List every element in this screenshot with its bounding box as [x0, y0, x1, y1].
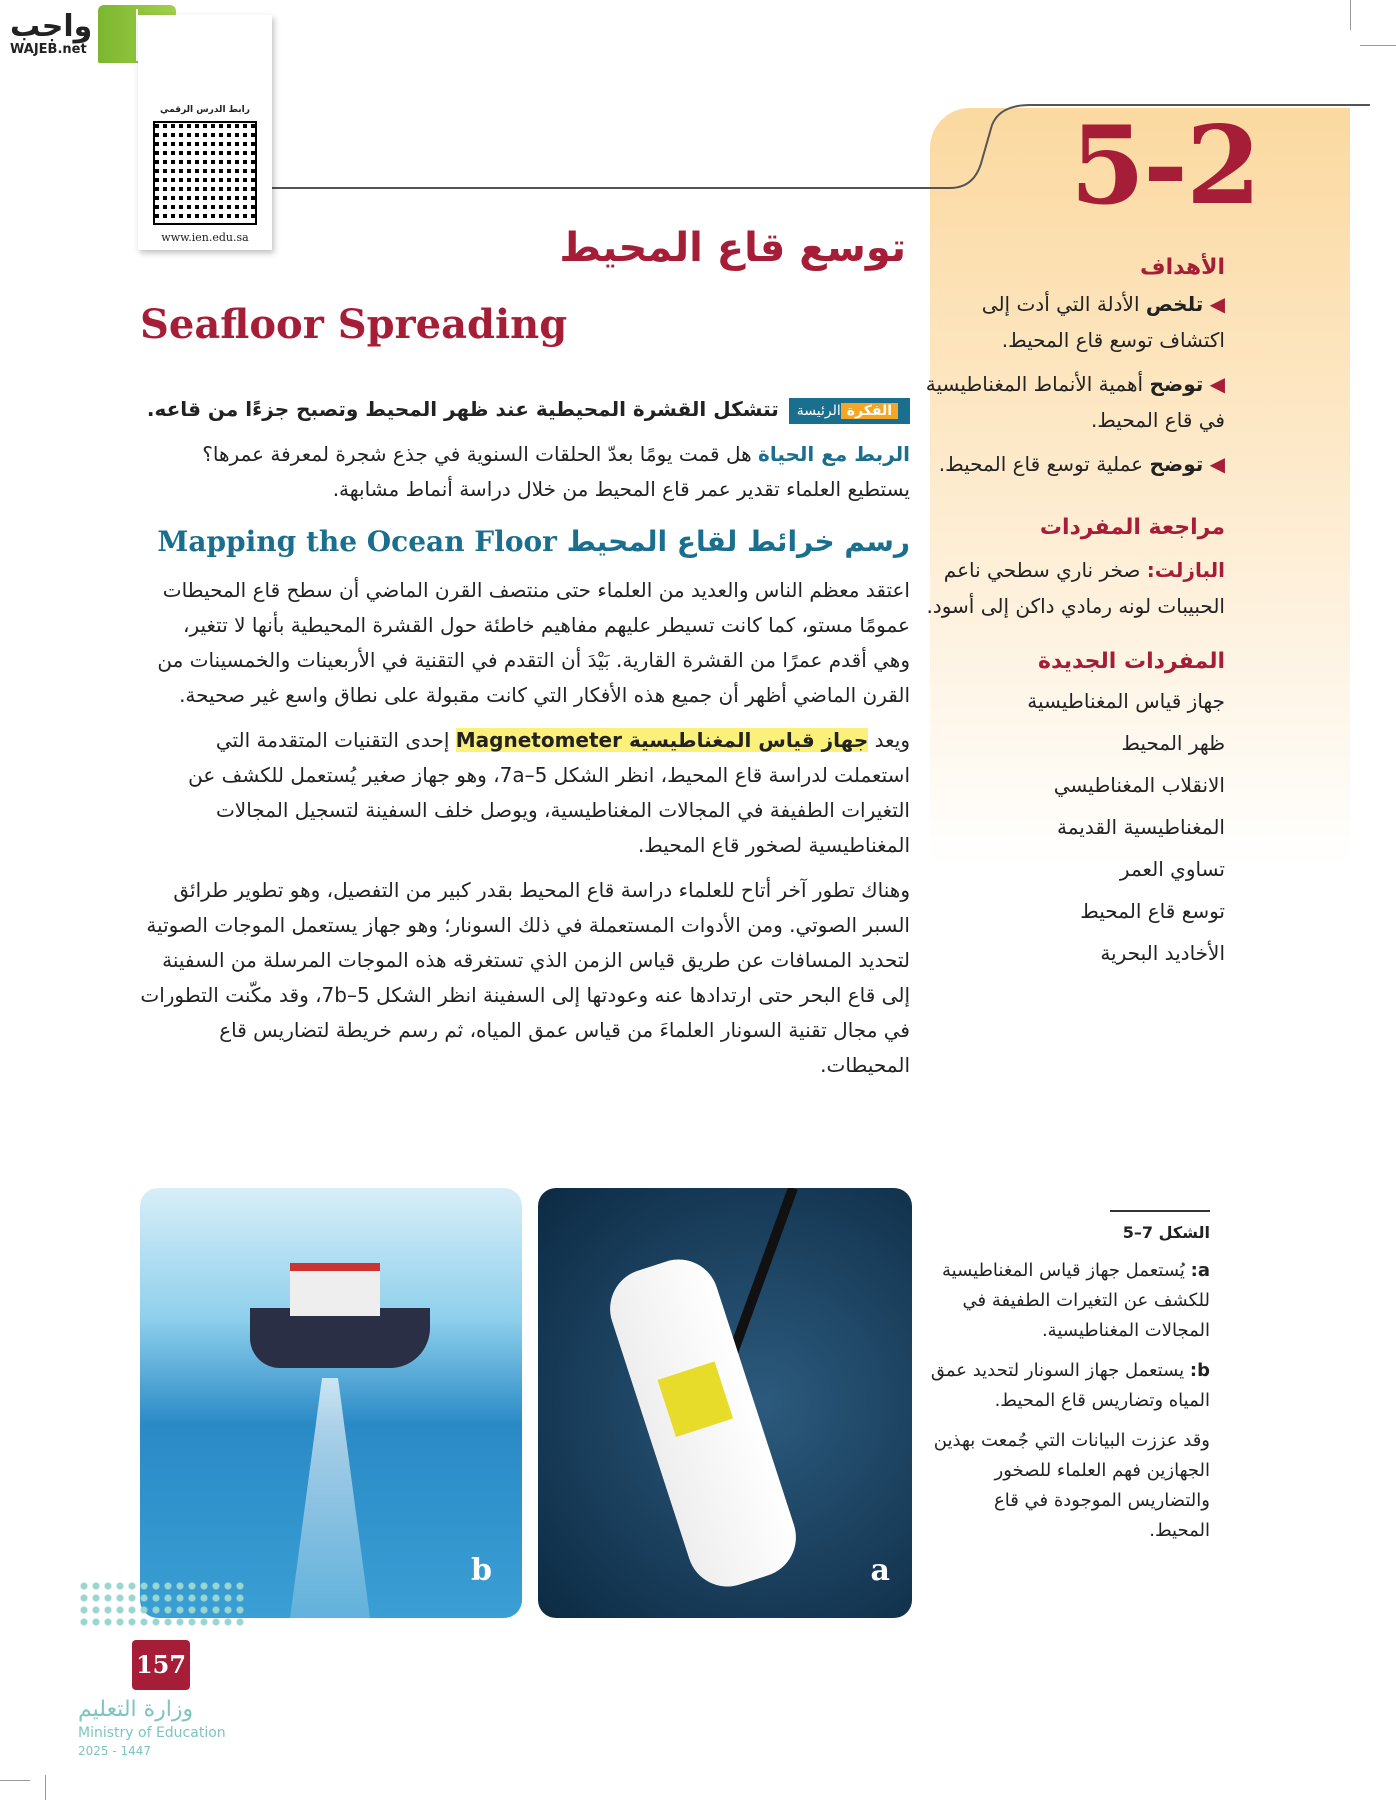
crop-mark	[1360, 45, 1396, 46]
crop-mark	[1350, 0, 1351, 30]
objective-item: ◀ تلخص الأدلة التي أدت إلى اكتشاف توسع قاع المحيط.	[981, 292, 1225, 352]
main-idea-tag: الفكرةالرئيسة	[789, 398, 910, 424]
paragraph-2: ويعد جهاز قياس المغناطيسية Magnetometer إحدى التقنيات المتقدمة التي استعملت لدراسة قاع المحيط، انظر الشكل 7a–5، وهو جهاز صغير يُستعمل للكشف عن التغيرات الطفيفة في المجالات المغناطيسية، ويوصل خلف السفينة لتسجيل المجالات المغناطيسية لصخور قاع المحيط.	[188, 728, 910, 857]
main-idea	[140, 392, 910, 427]
caption-b: b: يستعمل جهاز السونار لتحديد عمق المياه وتضاريس قاع المحيط.	[930, 1360, 1210, 1411]
real-world-text: هل قمت يومًا بعدّ الحلقات السنوية في جذع شجرة لمعرفة عمرها؟ يستطيع العلماء تقدير عمر قاع المحيط من خلال دراسة أنماط مشابهة.	[202, 442, 910, 501]
figure-caption	[930, 1210, 1210, 1546]
qr-code-icon[interactable]	[153, 121, 257, 225]
main-idea-text: تتشكل القشرة المحيطية عند ظهر المحيط وتصبح جزءًا من قاعه.	[146, 397, 779, 421]
sidebar	[925, 250, 1225, 974]
vocab-item: الأخاديد البحرية	[1100, 941, 1225, 965]
main-column	[140, 392, 910, 1093]
ministry-logo	[78, 1696, 278, 1760]
caption-a: a: يُستعمل جهاز قياس المغناطيسية للكشف عن التغيرات الطفيفة في المجالات المغناطيسية.	[942, 1260, 1210, 1341]
figure-image-sonar	[140, 1188, 522, 1618]
qr-card[interactable]	[138, 15, 272, 250]
vocab-item: توسع قاع المحيط	[1080, 899, 1225, 923]
title-english: Seafloor Spreading	[140, 301, 568, 348]
caption-note: وقد عززت البيانات التي جُمعت بهذين الجهازين فهم العلماء للصخور والتضاريس الموجودة في قاع المحيط.	[933, 1430, 1210, 1541]
new-vocab-title: المفردات الجديدة	[1038, 649, 1225, 674]
ministry-english: Ministry of Education	[78, 1725, 226, 1741]
caption-divider	[1110, 1210, 1210, 1212]
logo-latin: WAJEB.net	[10, 41, 87, 57]
figure-label: الشكل 7–5	[1122, 1223, 1210, 1242]
ministry-arabic: وزارة التعليم	[78, 1697, 194, 1722]
paragraph-3: وهناك تطور آخر أتاح للعلماء دراسة قاع المحيط بقدر كبير من التفصيل، وهو تطوير طرائق السبر الصوتي. ومن الأدوات المستعملة في ذلك السونار؛ وهو جهاز يستعمل الموجات الصوتية لتحديد المسافات عن طريق قياس الزمن الذي تستغرقه هذه الموجات المرسلة من السفينة إلى قاع البحر حتى ارتدادها عنه وعودتها إلى السفينة انظر الشكل 7b–5، وقد مكّنت التطورات في مجال تقنية السونار العلماءَ من قياس عمق المياه، ثم رسم خريطة لتضاريس قاع المحيطات.	[140, 878, 910, 1077]
section-heading: رسم خرائط لقاع المحيط Mapping the Ocean Floor	[157, 525, 910, 558]
ship-illustration	[250, 1308, 430, 1368]
objectives-title: الأهداف	[1140, 255, 1225, 280]
crop-mark	[45, 1775, 46, 1800]
vocab-item: المغناطيسية القديمة	[1056, 815, 1225, 839]
real-world-label: الربط مع الحياة	[758, 442, 910, 466]
objective-item: ◀ توضح أهمية الأنماط المغناطيسية في قاع المحيط.	[925, 372, 1225, 432]
image-label-b: b	[471, 1553, 492, 1588]
logo-arabic: واجب	[10, 8, 93, 44]
image-label-a: a	[870, 1553, 890, 1588]
figure-image-magnetometer	[538, 1188, 912, 1618]
qr-label: رابط الدرس الرقمي	[160, 105, 250, 115]
review-vocab: البازلت: صخر ناري سطحي ناعم الحبيبات لونه رمادي داكن إلى أسود.	[926, 558, 1225, 618]
vocab-item: جهاز قياس المغناطيسية	[1027, 689, 1225, 713]
review-title: مراجعة المفردات	[1039, 515, 1225, 540]
objective-item: ◀ توضح عملية توسع قاع المحيط.	[938, 452, 1225, 476]
qr-url[interactable]: www.ien.edu.sa	[161, 231, 249, 244]
crop-mark	[0, 1780, 30, 1781]
vocab-item: ظهر المحيط	[1121, 731, 1225, 755]
title-arabic: توسع قاع المحيط	[559, 225, 906, 271]
ministry-year: 2025 - 1447	[78, 1744, 152, 1758]
highlighted-term: جهاز قياس المغناطيسية Magnetometer	[455, 728, 869, 752]
real-world-link	[140, 437, 910, 507]
paragraph-1: اعتقد معظم الناس والعديد من العلماء حتى منتصف القرن الماضي أن سطح قاع المحيطات عمومًا مستو، كما كانت تسيطر عليهم مفاهيم خاطئة حول القشرة المحيطية بأنها لا تتغير، وهي أقدم عمرًا من القشرة القارية. بَيْدَ أن التقدم في التقنية في الأربعينات والخمسينات من القرن الماضي أظهر أن جميع هذه الأفكار التي كانت مقبولة على نطاق واسع غير صحيحة.	[157, 578, 910, 707]
lesson-number: 5-2	[1070, 103, 1260, 229]
page-number: 157	[132, 1640, 190, 1690]
vocab-item: الانقلاب المغناطيسي	[1053, 773, 1225, 797]
magnetometer-device	[600, 1249, 807, 1597]
ministry-dots-icon	[78, 1580, 248, 1630]
vocab-item: تساوي العمر	[1119, 857, 1225, 881]
sonar-beam	[290, 1378, 370, 1618]
